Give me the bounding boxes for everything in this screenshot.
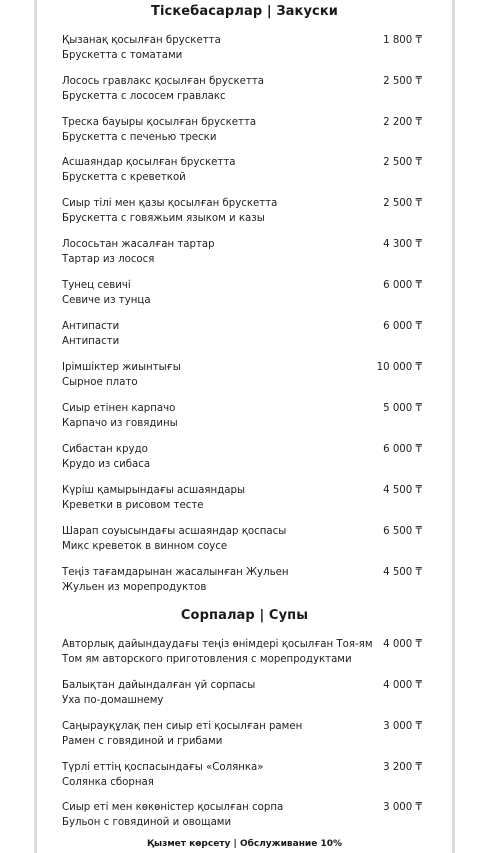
- menu-item: [62, 443, 422, 473]
- menu-item: [62, 801, 422, 831]
- menu-item: [62, 525, 422, 555]
- item-name-kz: Күріш қамырындағы асшаяндары: [62, 485, 245, 496]
- page-edge-right: [452, 0, 455, 853]
- menu-item: [62, 75, 422, 105]
- item-price: 10 000 ₸: [376, 362, 422, 373]
- item-name-kz: Саңырауқұлақ пен сиыр еті қосылған рамен: [62, 721, 303, 732]
- item-name-ru: Брускетта с креветкой: [62, 172, 186, 183]
- item-name-ru: Крудо из сибаса: [62, 459, 151, 470]
- item-price: 6 000 ₸: [383, 280, 422, 291]
- item-price: 6 000 ₸: [383, 321, 422, 332]
- item-name-ru: Карпачо из говядины: [62, 418, 178, 429]
- menu-item: [62, 279, 422, 309]
- item-name-kz: Түрлі еттің қоспасындағы «Солянка»: [62, 762, 264, 773]
- item-name-ru: Микс креветок в винном соусе: [62, 541, 228, 552]
- menu-item: [62, 484, 422, 514]
- menu-item: [62, 679, 422, 709]
- item-name-kz: Қызанақ қосылған брускетта: [62, 35, 221, 46]
- item-name-ru: Сырное плато: [62, 377, 138, 388]
- item-name-ru: Тартар из лосося: [62, 254, 155, 265]
- menu-item: [62, 361, 422, 391]
- item-name-ru: Жульен из морепродуктов: [62, 582, 207, 593]
- menu-item: [62, 34, 422, 64]
- item-name-ru: Рамен с говядиной и грибами: [62, 736, 223, 747]
- menu-item: [62, 720, 422, 750]
- item-name-kz: Балықтан дайындалған үй сорпасы: [62, 680, 256, 691]
- menu-item: [62, 761, 422, 791]
- section-title-appetizers: Тіскебасарлар | Закуски: [151, 4, 338, 19]
- item-price: 4 000 ₸: [383, 639, 422, 650]
- item-name-ru: Брускетта с томатами: [62, 50, 183, 61]
- item-name-ru: Севиче из тунца: [62, 295, 151, 306]
- item-name-ru: Антипасти: [62, 336, 120, 347]
- item-name-kz: Лосось гравлакс қосылған брускетта: [62, 76, 264, 87]
- item-price: 6 000 ₸: [383, 444, 422, 455]
- item-name-ru: Брускетта с лососем гравлакс: [62, 91, 226, 102]
- menu-item: [62, 320, 422, 350]
- item-name-kz: Тунец севичі: [62, 280, 131, 291]
- item-name-kz: Теңіз тағамдарынан жасалынған Жульен: [62, 567, 289, 578]
- menu-item: [62, 197, 422, 227]
- item-price: 1 800 ₸: [383, 35, 422, 46]
- menu-item: [62, 566, 422, 596]
- menu-item: [62, 156, 422, 186]
- item-price: 2 500 ₸: [383, 198, 422, 209]
- item-name-kz: Сиыр тілі мен қазы қосылған брускетта: [62, 198, 278, 209]
- item-name-kz: Шарап соуысындағы асшаяндар қоспасы: [62, 526, 287, 537]
- item-name-ru: Солянка сборная: [62, 777, 154, 788]
- item-name-kz: Сибастан крудо: [62, 444, 148, 455]
- item-name-kz: Сиыр еті мен көкөністер қосылған сорпа: [62, 802, 284, 813]
- item-price: 6 500 ₸: [383, 526, 422, 537]
- item-price: 4 000 ₸: [383, 680, 422, 691]
- menu-item: [62, 116, 422, 146]
- item-price: 4 500 ₸: [383, 485, 422, 496]
- item-name-ru: Уха по-домашнему: [62, 695, 164, 706]
- item-name-ru: Брускетта с говяжьим языком и казы: [62, 213, 265, 224]
- menu-item: [62, 402, 422, 432]
- item-name-kz: Авторлық дайындаудағы теңіз өнімдері қосылған Тоя-ям: [62, 639, 373, 650]
- item-price: 3 000 ₸: [383, 802, 422, 813]
- menu-page[interactable]: [37, 0, 452, 853]
- item-price: 3 200 ₸: [383, 762, 422, 773]
- menu-item: [62, 638, 422, 668]
- item-price: 2 500 ₸: [383, 157, 422, 168]
- item-name-ru: Брускетта с печенью трески: [62, 132, 217, 143]
- item-price: 3 000 ₸: [383, 721, 422, 732]
- service-charge-note: Қызмет көрсету | Обслуживание 10%: [146, 839, 343, 849]
- section-title-soups: Сорпалар | Супы: [180, 608, 309, 623]
- item-price: 4 500 ₸: [383, 567, 422, 578]
- item-price: 4 300 ₸: [383, 239, 422, 250]
- item-name-kz: Треска бауыры қосылған брускетта: [62, 117, 257, 128]
- item-name-kz: Лососьтан жасалған тартар: [62, 239, 215, 250]
- item-name-kz: Антипасти: [62, 321, 120, 332]
- item-name-ru: Креветки в рисовом тесте: [62, 500, 204, 511]
- item-name-ru: Том ям авторского приготовления с морепродуктами: [62, 654, 352, 665]
- item-price: 5 000 ₸: [383, 403, 422, 414]
- item-name-ru: Бульон с говядиной и овощами: [62, 817, 232, 828]
- item-price: 2 200 ₸: [383, 117, 422, 128]
- item-name-kz: Ірімшіктер жиынтығы: [62, 362, 181, 373]
- menu-item: [62, 238, 422, 268]
- item-price: 2 500 ₸: [383, 76, 422, 87]
- item-name-kz: Сиыр етінен карпачо: [62, 403, 176, 414]
- item-name-kz: Асшаяндар қосылған брускетта: [62, 157, 236, 168]
